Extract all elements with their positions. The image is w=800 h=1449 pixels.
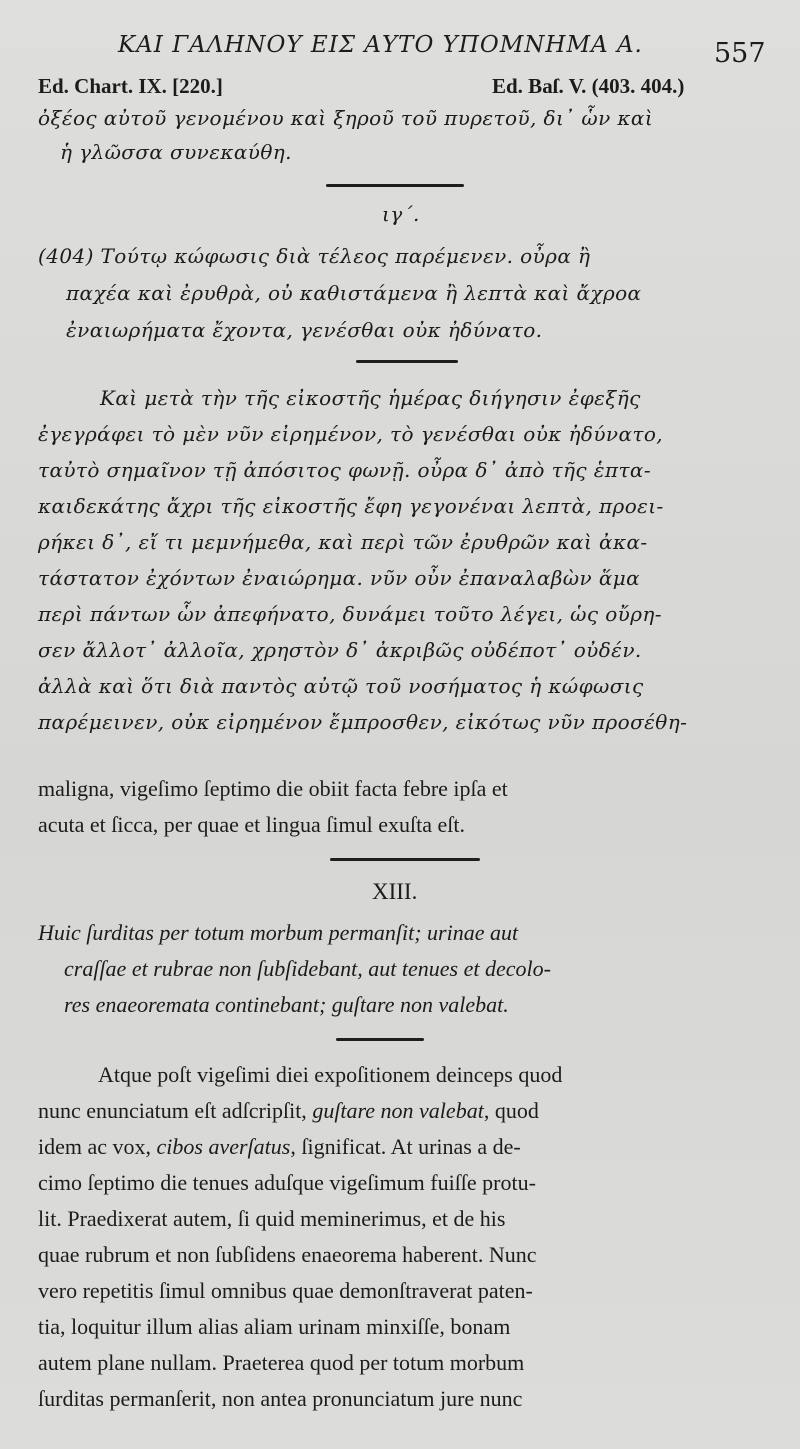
latin-commentary-line: cimo ſeptimo die tenues aduſque vigeſimum fuiſſe protu- bbox=[38, 1170, 536, 1195]
greek-commentary-line: ταὐτὸ σημαῖνον τῇ ἀπόσιτος φωνῇ. οὖρα δ᾽ ἀπὸ τῆς ἑπτα- bbox=[38, 458, 651, 482]
greek-commentary-line: τάστατον ἐχόντων ἐναιώρημα. νῦν οὖν ἐπαναλαβὼν ἅμα bbox=[38, 566, 641, 590]
latin-commentary-line: tia, loquitur illum alias aliam urinam minxiſſe, bonam bbox=[38, 1314, 511, 1339]
section-rule bbox=[356, 360, 458, 363]
section-rule bbox=[326, 184, 464, 187]
edition-chartier-ref: Ed. Chart. IX. [220.] bbox=[38, 74, 223, 98]
greek-aphorism-line: παχέα καὶ ἐρυθρὰ, οὐ καθιστάμενα ἢ λεπτὰ καὶ ἄχροα bbox=[66, 281, 642, 305]
quoted-lemma: cibos averſatus bbox=[156, 1134, 291, 1159]
latin-intro-line: maligna, vigeſimo ſeptimo die obiit facta febre ipſa et bbox=[38, 776, 508, 801]
greek-section-number: ιγ΄. bbox=[382, 202, 420, 226]
latin-aphorism-line: Huic ſurditas per totum morbum permanſit; urinae aut bbox=[38, 920, 519, 945]
latin-commentary-line: idem ac vox, cibos averſatus, ſignificat. At urinas a de- bbox=[38, 1134, 521, 1159]
greek-aphorism-line: (404) Τούτῳ κώφωσις διὰ τέλεος παρέμενεν. οὖρα ἢ bbox=[38, 244, 591, 268]
greek-commentary-line: παρέμεινεν, οὐκ εἰρημένον ἔμπροσθεν, εἰκότως νῦν προσέθη- bbox=[38, 710, 688, 734]
section-rule bbox=[330, 858, 480, 861]
running-head: ΚΑΙ ΓΑΛΗΝΟΥ ΕΙΣ ΑΥΤΟ ΥΠΟΜΝΗΜΑ Α. bbox=[118, 32, 643, 58]
greek-commentary-line: ἐγεγράφει τὸ μὲν νῦν εἰρημένον, τὸ γενέσθαι οὐκ ἠδύνατο, bbox=[38, 422, 664, 446]
greek-aphorism-line: ἐναιωρήματα ἔχοντα, γενέσθαι οὐκ ἠδύνατο. bbox=[66, 318, 543, 342]
latin-commentary-line: autem plane nullam. Praeterea quod per totum morbum bbox=[38, 1350, 525, 1375]
greek-intro-line: ἡ γλῶσσα συνεκαύθη. bbox=[60, 140, 292, 164]
greek-intro-line: ὀξέος αὐτοῦ γενομένου καὶ ξηροῦ τοῦ πυρετοῦ, δι᾽ ὧν καὶ bbox=[38, 106, 654, 130]
quoted-lemma: guſtare non valebat bbox=[312, 1098, 484, 1123]
latin-section-number: XIII. bbox=[372, 879, 418, 904]
latin-aphorism-line: craſſae et rubrae non ſubſidebant, aut tenues et decolo- bbox=[64, 956, 551, 981]
page-number: 557 bbox=[714, 38, 766, 69]
latin-commentary-line: ſurditas permanſerit, non antea pronunciatum jure nunc bbox=[38, 1386, 523, 1411]
section-rule bbox=[336, 1038, 424, 1041]
latin-aphorism-line: res enaeoremata continebant; guſtare non valebat. bbox=[64, 992, 509, 1017]
latin-commentary-line: quae rubrum et non ſubſidens enaeorema haberent. Nunc bbox=[38, 1242, 537, 1267]
latin-commentary-line: nunc enunciatum eſt adſcripſit, guſtare non valebat, quod bbox=[38, 1098, 539, 1123]
latin-commentary-line: lit. Praedixerat autem, ſi quid meminerimus, et de his bbox=[38, 1206, 506, 1231]
greek-commentary-line: σεν ἄλλοτ᾽ ἀλλοῖα, χρηστὸν δ᾽ ἀκριβῶς οὐδέποτ᾽ οὐδέν. bbox=[38, 638, 642, 662]
greek-commentary-line: περὶ πάντων ὧν ἀπεφήνατο, δυνάμει τοῦτο λέγει, ὡς οὔρη- bbox=[38, 602, 662, 626]
greek-commentary-line: ρήκει δ᾽, εἴ τι μεμνήμεθα, καὶ περὶ τῶν ἐρυθρῶν καὶ ἀκα- bbox=[38, 530, 648, 554]
latin-intro-line: acuta et ſicca, per quae et lingua ſimul exuſta eſt. bbox=[38, 812, 465, 837]
latin-commentary-line: Atque poſt vigeſimi diei expoſitionem deinceps quod bbox=[98, 1062, 563, 1087]
edition-basel-ref: Ed. Baſ. V. (403. 404.) bbox=[492, 74, 685, 98]
greek-commentary-line: Καὶ μετὰ τὴν τῆς εἰκοστῆς ἡμέρας διήγησιν ἐφεξῆς bbox=[100, 386, 641, 410]
greek-commentary-line: ἀλλὰ καὶ ὅτι διὰ παντὸς αὐτῷ τοῦ νοσήματος ἡ κώφωσις bbox=[38, 674, 644, 698]
greek-commentary-line: καιδεκάτης ἄχρι τῆς εἰκοστῆς ἔφη γεγονέναι λεπτὰ, προει- bbox=[38, 494, 664, 518]
latin-commentary-line: vero repetitis ſimul omnibus quae demonſtraverat paten- bbox=[38, 1278, 533, 1303]
